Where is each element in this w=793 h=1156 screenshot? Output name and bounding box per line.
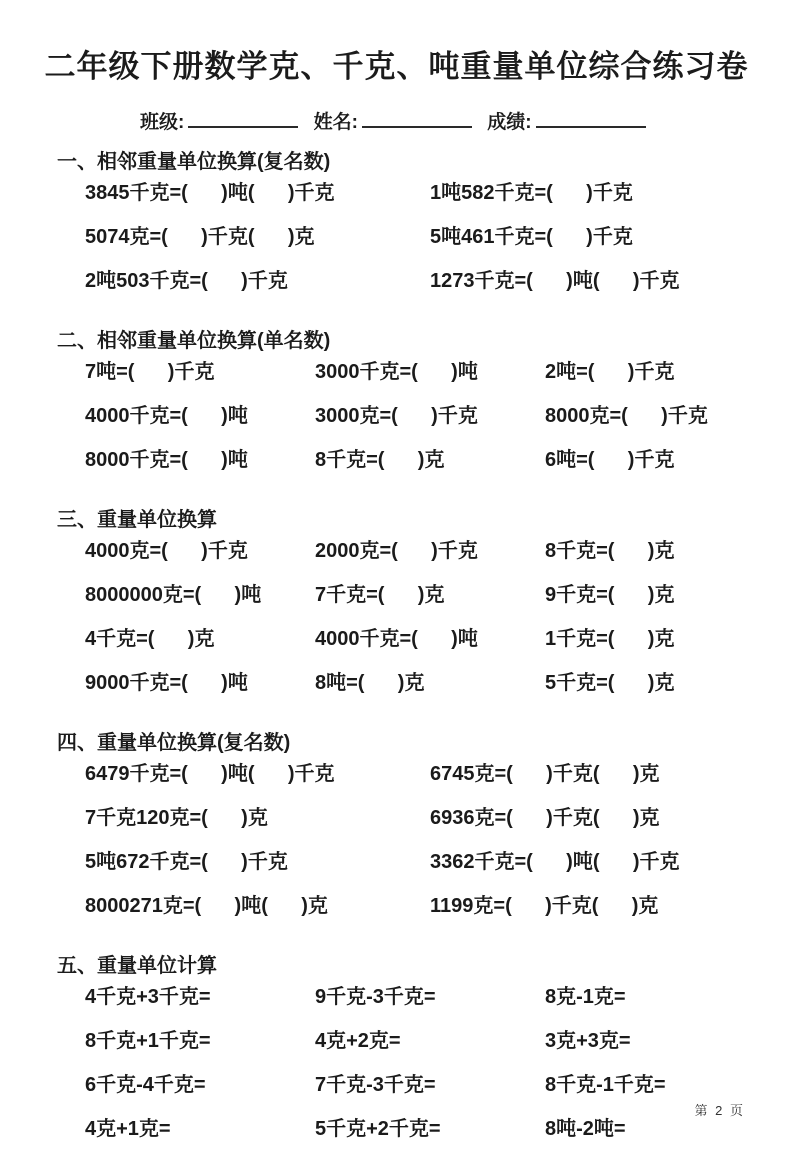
problem: 5吨672千克=( )千克 (85, 850, 288, 873)
problem-row (85, 757, 793, 801)
problem-row (85, 355, 793, 399)
page-title: 二年级下册数学克、千克、吨重量单位综合练习卷 (44, 48, 749, 84)
section-heading: 三、重量单位换算 (57, 508, 217, 531)
problem: 8千克=( )克 (315, 448, 445, 471)
section-heading: 五、重量单位计算 (57, 954, 217, 977)
problem: 5千克=( )克 (545, 671, 675, 694)
class-blank-line (188, 109, 298, 128)
problem-row (85, 845, 793, 889)
problem-rows (85, 176, 793, 308)
problem: 4千克+3千克= (85, 985, 211, 1008)
problem: 8千克+1千克= (85, 1029, 211, 1052)
exercise-section (57, 726, 793, 933)
problem: 8千克=( )克 (545, 539, 675, 562)
problem: 4000千克=( )吨 (85, 404, 248, 427)
problem-rows (85, 980, 793, 1156)
problem: 1199克=( )千克( )克 (430, 894, 659, 917)
problem-row (85, 889, 793, 933)
problem: 2吨503千克=( )千克 (85, 269, 288, 292)
problem: 8千克-1千克= (545, 1073, 666, 1096)
problem-rows (85, 355, 793, 487)
class-label: 班级: (140, 111, 185, 133)
problem-row (85, 399, 793, 443)
problem: 8克-1克= (545, 985, 626, 1008)
problem: 4千克=( )克 (85, 627, 215, 650)
problem-row (85, 534, 793, 578)
worksheet-page (0, 21, 793, 1143)
section-heading: 一、相邻重量单位换算(复名数) (57, 150, 331, 173)
problem: 4000千克=( )吨 (315, 627, 478, 650)
sections (57, 145, 793, 1156)
problem-row (85, 1112, 793, 1156)
problem: 7千克120克=( )克 (85, 806, 268, 829)
problem: 4000克=( )千克 (85, 539, 248, 562)
problem: 6745克=( )千克( )克 (430, 762, 660, 785)
problem: 4克+2克= (315, 1029, 401, 1052)
problem: 5074克=( )千克( )克 (85, 225, 315, 248)
problem: 3000克=( )千克 (315, 404, 478, 427)
problem: 1273千克=( )吨( )千克 (430, 269, 680, 292)
problem: 6吨=( )千克 (545, 448, 675, 471)
problem: 3845千克=( )吨( )千克 (85, 181, 335, 204)
problem-rows (85, 757, 793, 933)
problem-row (85, 666, 793, 710)
problem: 7千克-3千克= (315, 1073, 436, 1096)
problem: 8000000克=( )吨 (85, 583, 262, 606)
problem: 1吨582千克=( )千克 (430, 181, 633, 204)
problem: 2000克=( )千克 (315, 539, 478, 562)
name-blank-line (362, 109, 472, 128)
problem: 8000克=( )千克 (545, 404, 708, 427)
problem-row (85, 1024, 793, 1068)
problem: 6936克=( )千克( )克 (430, 806, 660, 829)
problem-row (85, 801, 793, 845)
problem: 7千克=( )克 (315, 583, 445, 606)
name-field (314, 107, 472, 134)
student-info-line (140, 107, 793, 133)
problem: 8吨=( )克 (315, 671, 425, 694)
section-heading: 二、相邻重量单位换算(单名数) (57, 329, 331, 352)
problem: 2吨=( )千克 (545, 360, 675, 383)
exercise-section (57, 503, 793, 710)
problem: 8000千克=( )吨 (85, 448, 248, 471)
problem: 6千克-4千克= (85, 1073, 206, 1096)
problem: 3000千克=( )吨 (315, 360, 478, 383)
problem-rows (85, 534, 793, 710)
problem: 1千克=( )克 (545, 627, 675, 650)
problem-row (85, 176, 793, 220)
problem-row (85, 220, 793, 264)
score-field (487, 107, 645, 134)
class-field (140, 107, 298, 134)
problem: 9000千克=( )吨 (85, 671, 248, 694)
problem: 5千克+2千克= (315, 1117, 441, 1140)
score-label: 成绩: (487, 111, 532, 133)
problem: 3克+3克= (545, 1029, 631, 1052)
problem-row (85, 264, 793, 308)
problem: 6479千克=( )吨( )千克 (85, 762, 335, 785)
problem-row (85, 443, 793, 487)
problem: 5吨461千克=( )千克 (430, 225, 633, 248)
problem: 8000271克=( )吨( )克 (85, 894, 328, 917)
problem: 9千克-3千克= (315, 985, 436, 1008)
problem-row (85, 622, 793, 666)
page-number: 第 2 页 (694, 1102, 745, 1118)
problem-row (85, 980, 793, 1024)
problem: 3362千克=( )吨( )千克 (430, 850, 680, 873)
problem: 8吨-2吨= (545, 1117, 626, 1140)
problem-row (85, 578, 793, 622)
problem: 4克+1克= (85, 1117, 171, 1140)
exercise-section (57, 949, 793, 1156)
name-label: 姓名: (313, 111, 358, 133)
section-heading: 四、重量单位换算(复名数) (57, 731, 291, 754)
exercise-section (57, 145, 793, 308)
problem: 7吨=( )千克 (85, 360, 215, 383)
problem-row (85, 1068, 793, 1112)
problem: 9千克=( )克 (545, 583, 675, 606)
exercise-section (57, 324, 793, 487)
score-blank-line (536, 109, 646, 128)
